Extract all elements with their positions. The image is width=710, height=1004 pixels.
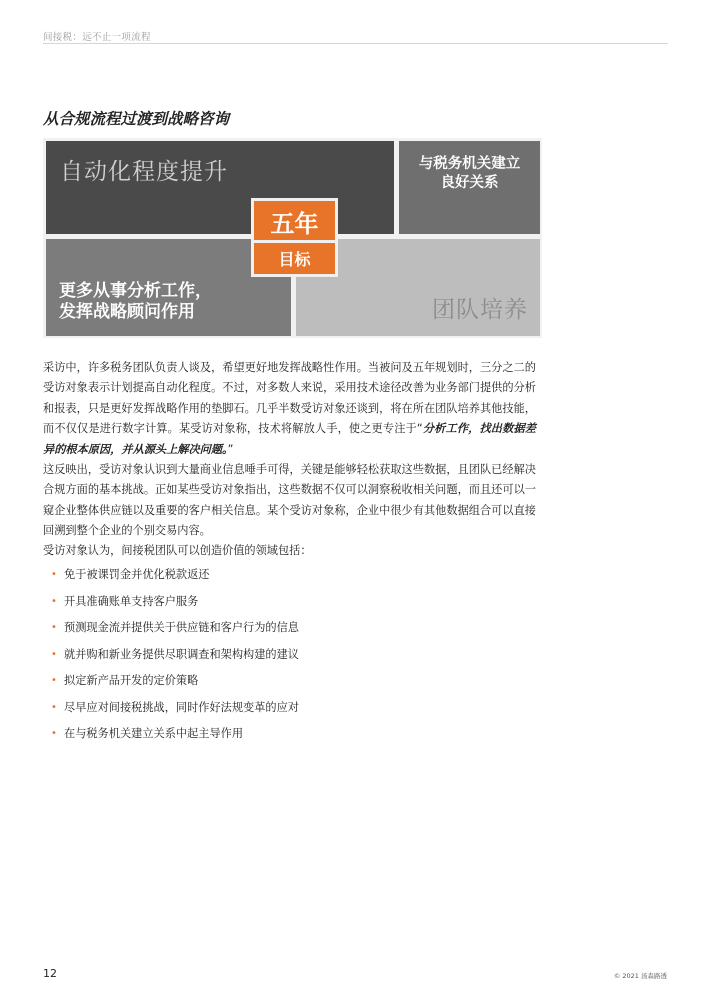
tile-analysis-label [59, 281, 212, 323]
tile-automation-label: 自动化程度提升 [60, 159, 228, 185]
header-divider [43, 43, 668, 44]
tile-tax-relations-line1: 与税务机关建立 [418, 156, 521, 172]
goal-main-label: 五年 [270, 210, 319, 238]
tile-team-building-label: 团队培养 [432, 297, 528, 323]
goal-badge-bottom [254, 243, 335, 274]
page-number: 12 [43, 967, 57, 980]
section-title: 从合规流程过渡到战略咨询 [43, 110, 230, 128]
tile-tax-relations-label [399, 155, 540, 193]
footer-copyright: © 2021 汤森路透 [613, 972, 667, 980]
paragraph-1-text: 采访中，许多税务团队负责人谈及，希望更好地发挥战略性作用。当被问及五年规划时，三分之二的受访对象表示计划提高自动化程度。不过，对多数人来说，采用技术途径改善为业务部门提供的分析和报表，只是更好发挥战略作用的垫脚石。几乎半数受访对象还谈到，将在所在团队培养其他技能，而不仅仅是进行数字计算。某受访对象称，技术将解放人手，使之更专注于“ [43, 361, 536, 436]
list-item: • 就并购和新业务提供尽职调查和架构构建的建议 [51, 647, 299, 661]
bullet-icon: • [51, 701, 57, 713]
list-item: • 拟定新产品开发的定价策略 [51, 674, 199, 687]
tile-analysis-line2: 发挥战略顾问作用 [59, 302, 195, 322]
paragraph-2: 这反映出，受访对象认识到大量商业信息唾手可得，关键是能够轻松获取这些数据，且团队已经解决合规方面的基本挑战。正如某些受访对象指出，这些数据不仅可以洞察税收相关问题，而且还可以一窥企业整体供应链以及重要的客户相关信息。某个受访对象称，企业中很少有其他数据组合可以直接回溯到整个企业的个别交易内容。 [43, 463, 536, 538]
bullet-icon: • [51, 622, 57, 633]
bullet-icon: • [51, 595, 57, 607]
list-item: • 在与税务机关建立关系中起主导作用 [51, 727, 244, 740]
five-year-goal-badge [251, 198, 338, 277]
list-item: • 开具准确账单支持客户服务 [51, 594, 199, 608]
tile-automation [46, 141, 394, 234]
goal-badge-top [254, 201, 335, 240]
bullet-icon: • [51, 569, 57, 580]
paragraph-3: 受访对象认为，间接税团队可以创造价值的领域包括： [43, 544, 312, 557]
tile-analysis-line1: 更多从事分析工作， [59, 281, 212, 301]
list-item: • 预测现金流并提供关于供应链和客户行为的信息 [51, 621, 299, 634]
strategy-graphic [43, 138, 542, 338]
list-item: • 尽早应对间接税挑战，同时作好法规变革的应对 [51, 700, 299, 714]
tile-tax-relations-line2: 良好关系 [440, 175, 499, 191]
tile-tax-relations [399, 141, 540, 234]
list-item: • 免于被课罚金并优化税款返还 [51, 568, 210, 581]
paragraph-1-quote: 分析工作，找出数据差异的根本原因，并从源头上解决问题。 [43, 422, 536, 456]
bullet-icon: • [51, 728, 57, 739]
bullet-icon: • [51, 675, 57, 686]
paragraph-1 [43, 358, 536, 460]
paragraph-1-end: ” [227, 442, 234, 456]
value-areas-list [51, 567, 299, 753]
goal-sub-label: 目标 [278, 250, 311, 269]
running-header: 间接税：远不止一项流程 [43, 32, 151, 43]
bullet-icon: • [51, 648, 57, 660]
